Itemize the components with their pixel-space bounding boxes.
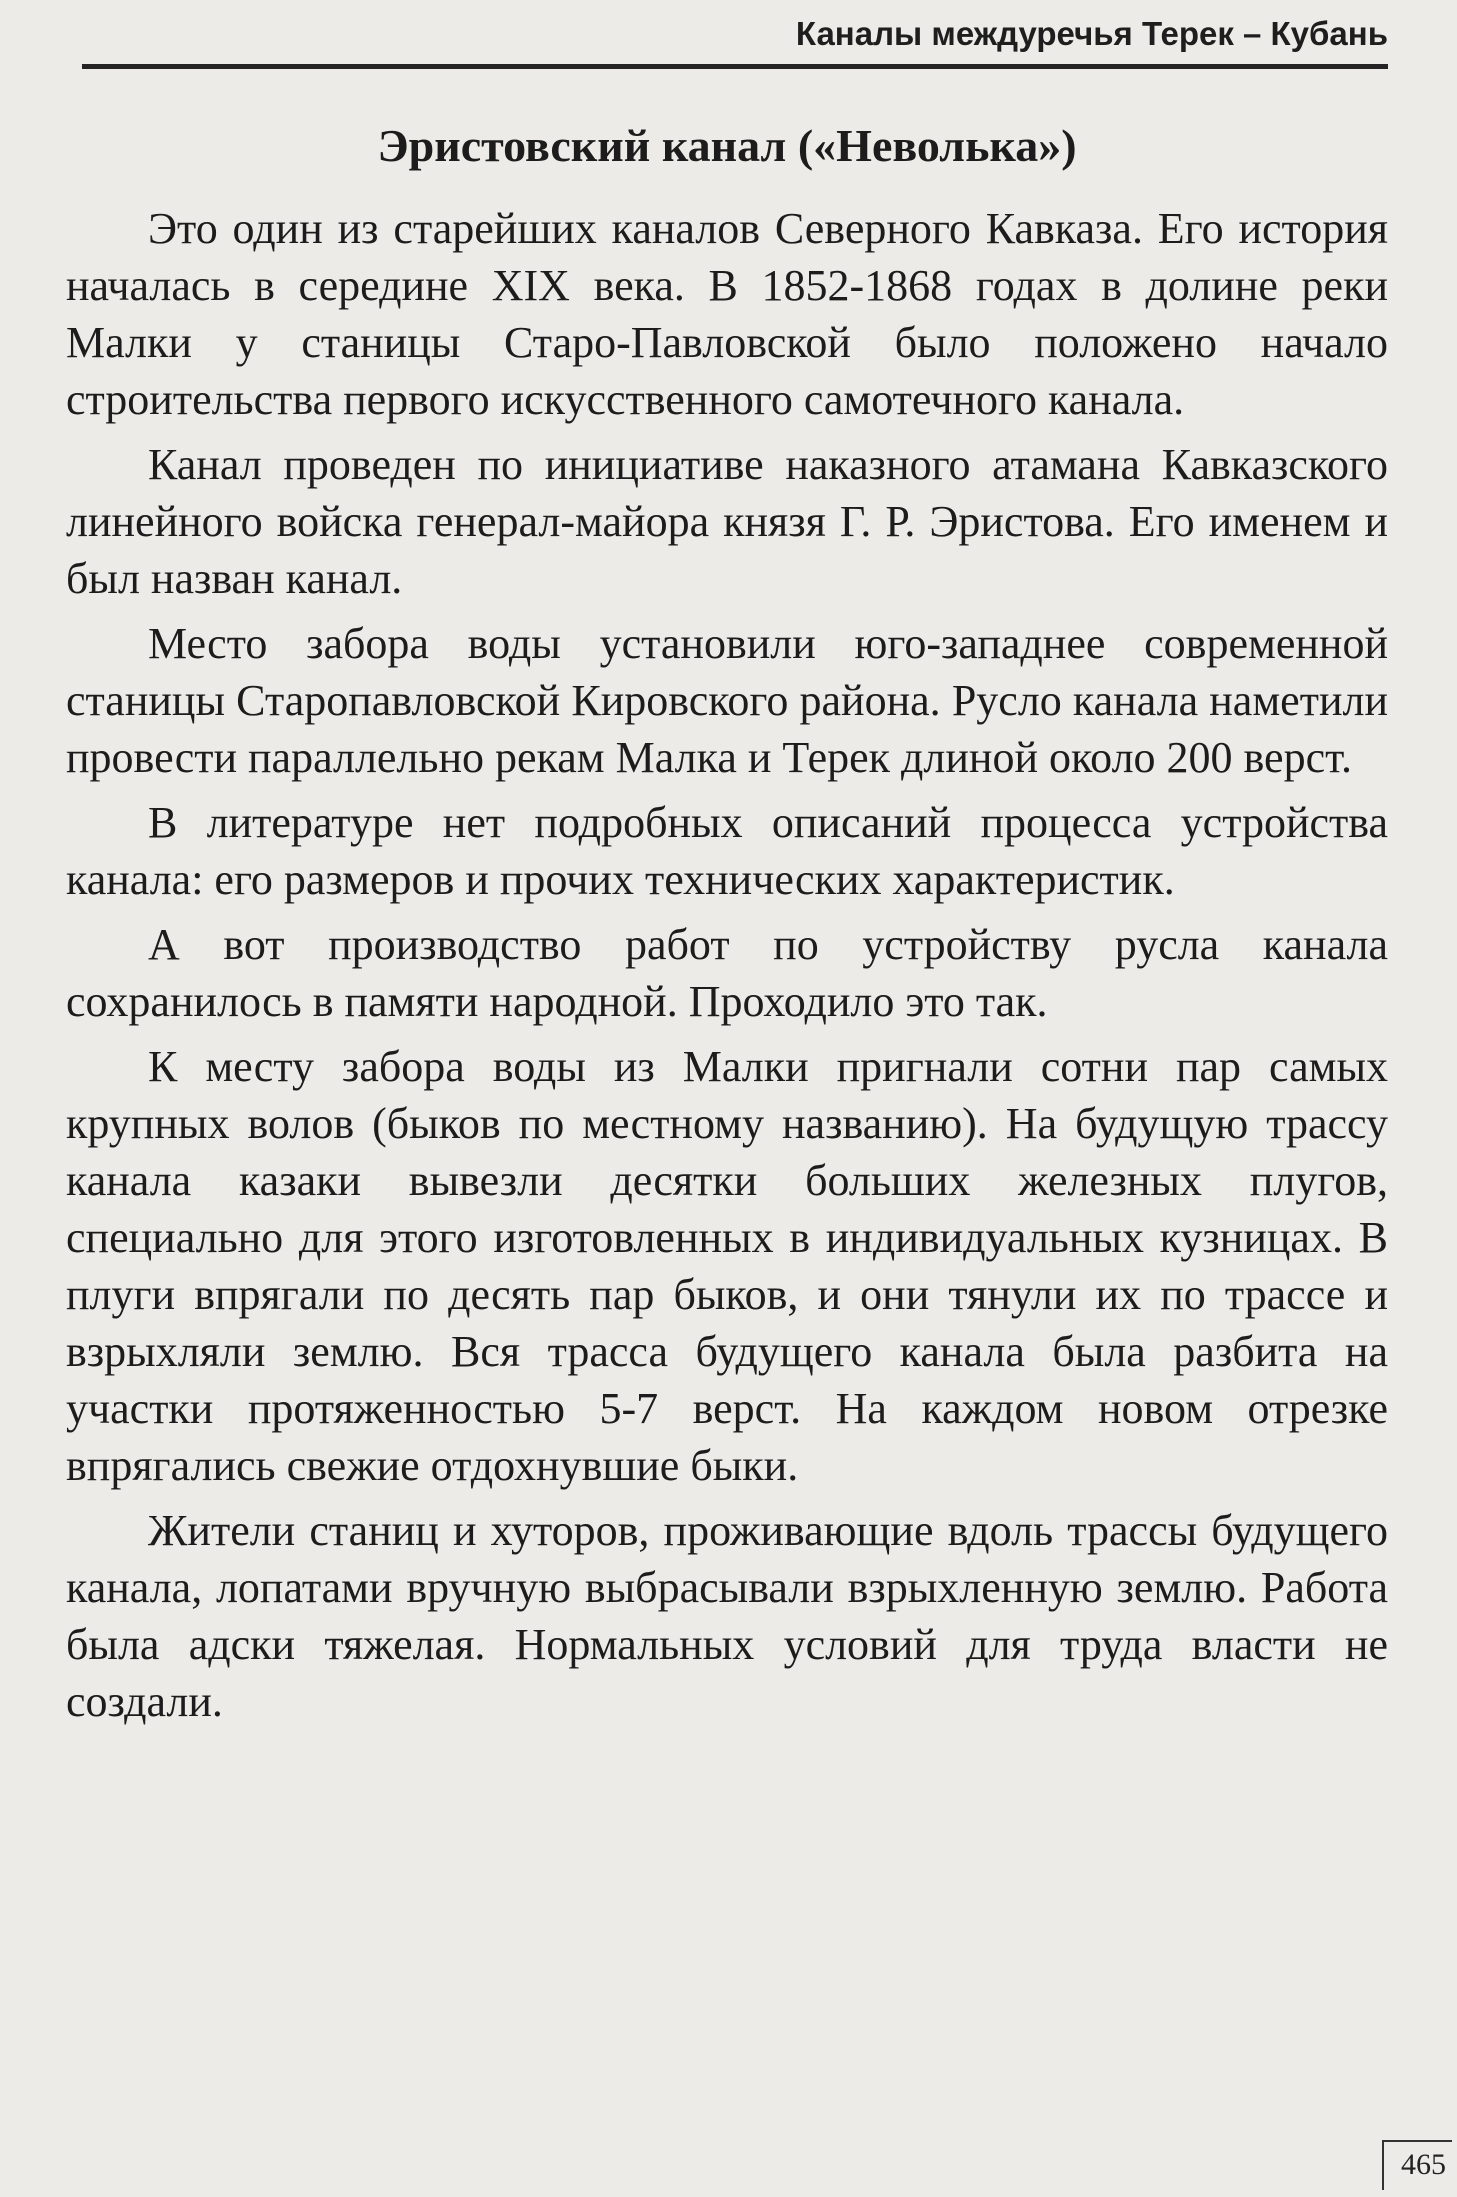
paragraph-5: А вот производство работ по устройству русла канала сохранилось в памяти народной. Проходило это так.	[66, 920, 1388, 1026]
chapter-title: Эристовский канал («Неволька»)	[377, 120, 1077, 171]
paragraph-6: К месту забора воды из Малки пригнали сотни пар самых крупных волов (быков по местному названию). На будущую трассу канала казаки вывезли десятки больших железных плугов, специально для этого изготовленных в индивидуальных кузницах. В плуги впрягали по десять пар быков, и они тянули их по трассе и взрыхляли землю. Вся трасса будущего канала была разбита на участки протяженностью 5-7 верст. На каждом новом отрезке впрягались свежие отдохнувшие быки.	[66, 1042, 1388, 1490]
header-rule	[82, 64, 1388, 69]
paragraph-4: В литературе нет подробных описаний процесса устройства канала: его размеров и прочих технических характеристик.	[66, 798, 1388, 904]
paragraph-3: Место забора воды установили юго-западнее современной станицы Старопавловской Кировского района. Русло канала наметили провести параллельно рекам Малка и Терек длиной около 200 верст.	[66, 619, 1388, 782]
paragraph-1: Это один из старейших каналов Северного Кавказа. Его история началась в середине XIX века. В 1852-1868 годах в долине реки Малки у станицы Старо-Павловской было положено начало строительства первого искусственного самотечного канала.	[66, 204, 1388, 424]
paragraph-7: Жители станиц и хуторов, проживающие вдоль трассы будущего канала, лопатами вручную выбрасывали взрыхленную землю. Работа была адски тяжелая. Нормальных условий для труда власти не создали.	[66, 1506, 1388, 1726]
running-header: Каналы междуречья Терек – Кубань	[795, 15, 1388, 52]
body-text	[66, 200, 1388, 1738]
paragraph-2: Канал проведен по инициативе наказного атамана Кавказского линейного войска генерал-майора князя Г. Р. Эристова. Его именем и был назван канал.	[66, 440, 1388, 603]
page-number: 465	[1382, 2140, 1452, 2190]
